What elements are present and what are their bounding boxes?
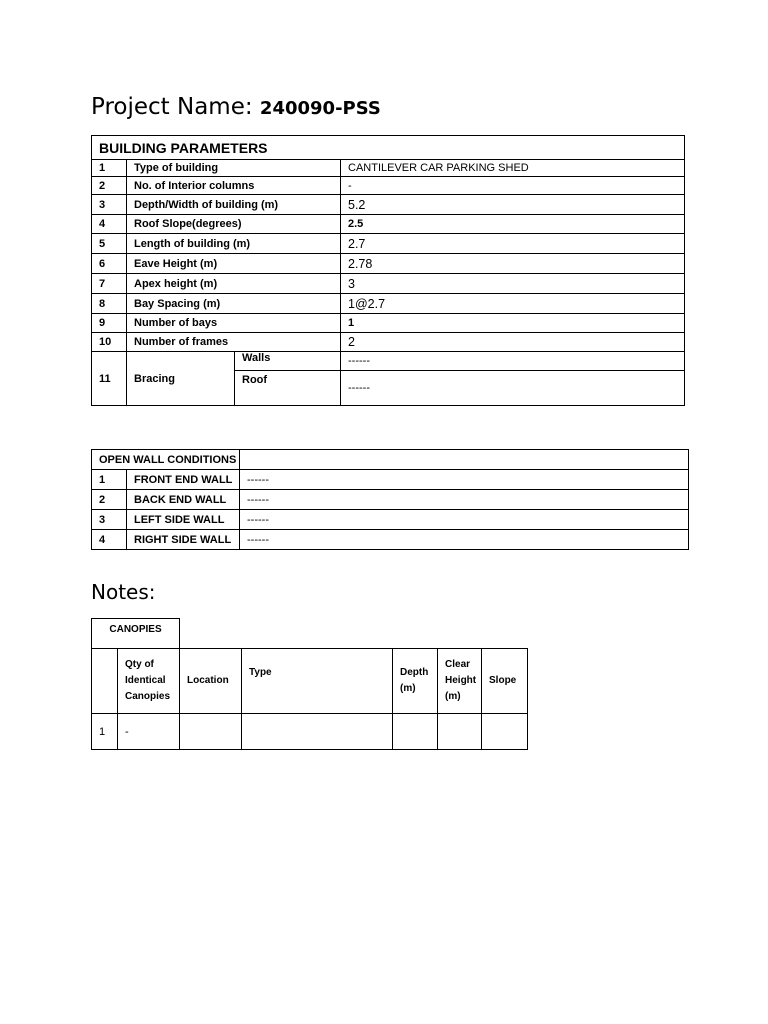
row-number: 3 [92,195,127,215]
param-name: Eave Height (m) [127,254,341,274]
param-name: Depth/Width of building (m) [127,195,341,215]
table-row [92,160,685,177]
col-type-header: Type [242,649,393,714]
wall-name: BACK END WALL [127,490,240,510]
row-number: 10 [92,333,127,352]
col-qty-header: Qty of Identical Canopies [118,649,180,714]
table-row [92,195,685,215]
row-number: 1 [92,160,127,177]
canopies-heading: CANOPIES [92,619,180,649]
project-id: 240090-PSS [259,98,381,119]
canopies-column-headers [92,649,528,714]
notes-heading: Notes: [91,580,156,604]
param-name: Roof Slope(degrees) [127,215,341,234]
row-number: 8 [92,294,127,314]
wall-value: ------ [240,490,689,510]
table-row [92,234,685,254]
row-number: 7 [92,274,127,294]
row-number: 1 [92,470,127,490]
param-value: 2.7 [341,234,685,254]
row-number: 11 [92,352,127,406]
param-value: 1 [341,314,685,333]
param-value: CANTILEVER CAR PARKING SHED [341,160,685,177]
project-title [91,94,381,120]
param-name: No. of Interior columns [127,177,341,195]
row-number: 1 [92,714,118,750]
param-name: Bay Spacing (m) [127,294,341,314]
wall-name: RIGHT SIDE WALL [127,530,240,550]
col-no-header [92,649,118,714]
col-slope-header: Slope [482,649,528,714]
open-wall-heading: OPEN WALL CONDITIONS [92,450,240,470]
wall-name: LEFT SIDE WALL [127,510,240,530]
param-value: 5.2 [341,195,685,215]
table-row [92,470,689,490]
canopies-header [92,619,528,649]
row-number: 4 [92,530,127,550]
param-value: - [341,177,685,195]
table-row [92,714,528,750]
col-location-header: Location [180,649,242,714]
table-row [92,490,689,510]
table-row [92,274,685,294]
param-name: Number of bays [127,314,341,333]
table-row [92,333,685,352]
param-name: Apex height (m) [127,274,341,294]
building-parameters-header [92,136,685,160]
row-number: 3 [92,510,127,530]
table-row [92,294,685,314]
param-value: 3 [341,274,685,294]
row-number: 2 [92,177,127,195]
empty-cell [240,450,689,470]
param-name: Type of building [127,160,341,177]
wall-value: ------ [240,530,689,550]
col-depth-header: Depth (m) [393,649,438,714]
param-name: Number of frames [127,333,341,352]
bracing-label: Bracing [127,352,235,406]
building-parameters-table [91,135,685,406]
project-name-label: Project Name: [91,94,253,120]
canopy-location [180,714,242,750]
bracing-walls-value: ------ [341,352,685,371]
param-value: 2 [341,333,685,352]
canopies-table [91,618,528,750]
wall-value: ------ [240,510,689,530]
open-wall-header [92,450,689,470]
param-name: Length of building (m) [127,234,341,254]
row-number: 4 [92,215,127,234]
row-number: 2 [92,490,127,510]
canopy-qty: - [118,714,180,750]
row-number: 5 [92,234,127,254]
empty-cell [180,619,528,649]
row-number: 9 [92,314,127,333]
bracing-roof-label: Roof [235,371,341,406]
canopy-depth [393,714,438,750]
table-row [92,215,685,234]
table-row [92,530,689,550]
bracing-walls-label: Walls [235,352,341,371]
canopy-clear-height [438,714,482,750]
canopy-type [242,714,393,750]
building-parameters-heading: BUILDING PARAMETERS [92,136,685,160]
table-row-bracing [92,352,685,371]
open-wall-conditions-table [91,449,689,550]
table-row [92,177,685,195]
param-value: 1@2.7 [341,294,685,314]
param-value: 2.5 [341,215,685,234]
table-row [92,254,685,274]
row-number: 6 [92,254,127,274]
canopy-slope [482,714,528,750]
wall-name: FRONT END WALL [127,470,240,490]
param-value: 2.78 [341,254,685,274]
col-clear-height-header: Clear Height (m) [438,649,482,714]
bracing-roof-value: ------ [341,371,685,406]
wall-value: ------ [240,470,689,490]
table-row [92,510,689,530]
table-row [92,314,685,333]
